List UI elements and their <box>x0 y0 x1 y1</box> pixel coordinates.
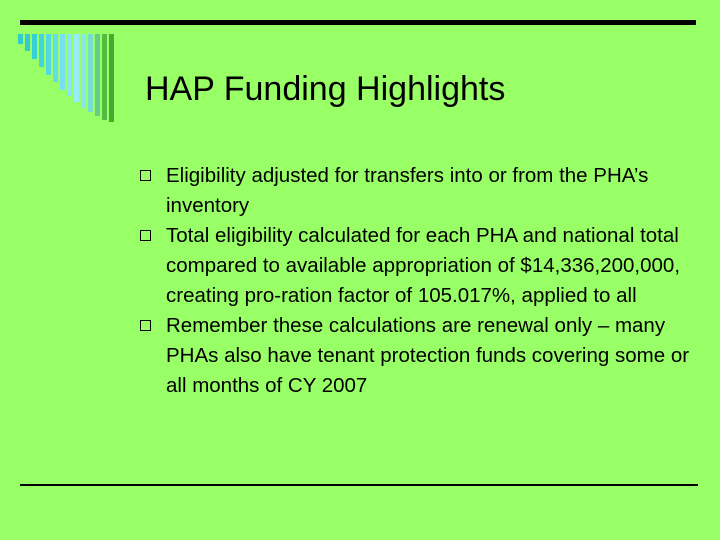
bullet-text: Eligibility adjusted for transfers into or from the PHA’s inventory <box>166 164 649 217</box>
top-rule <box>20 20 696 25</box>
decorative-bar <box>102 34 107 120</box>
bullet-item <box>140 311 700 401</box>
decorative-bar <box>18 34 23 44</box>
bullet-item <box>140 161 700 221</box>
decorative-bar <box>109 34 114 122</box>
decorative-bar <box>60 34 65 90</box>
decorative-bars <box>18 34 118 122</box>
hollow-square-bullet-icon <box>140 170 151 181</box>
decorative-bar <box>46 34 51 75</box>
decorative-bar <box>81 34 86 108</box>
decorative-bar <box>39 34 44 67</box>
slide-title: HAP Funding Highlights <box>145 70 506 108</box>
bullet-text: Total eligibility calculated for each PHA and national total compared to available appropriation of $14,336,200,000, creating pro-ration factor of 105.017%, applied to all <box>166 224 681 307</box>
bottom-rule <box>20 484 698 486</box>
decorative-bar <box>32 34 37 59</box>
decorative-bar <box>95 34 100 116</box>
bullet-text: Remember these calculations are renewal only – many PHAs also have tenant protection funds covering some or all months of CY 2007 <box>166 314 690 397</box>
decorative-bar <box>74 34 79 102</box>
bullet-item <box>140 221 700 311</box>
decorative-bar <box>53 34 58 82</box>
decorative-bar <box>88 34 93 112</box>
bullet-list <box>140 161 700 401</box>
hollow-square-bullet-icon <box>140 230 151 241</box>
decorative-bar <box>67 34 72 96</box>
decorative-bar <box>25 34 30 51</box>
hollow-square-bullet-icon <box>140 320 151 331</box>
